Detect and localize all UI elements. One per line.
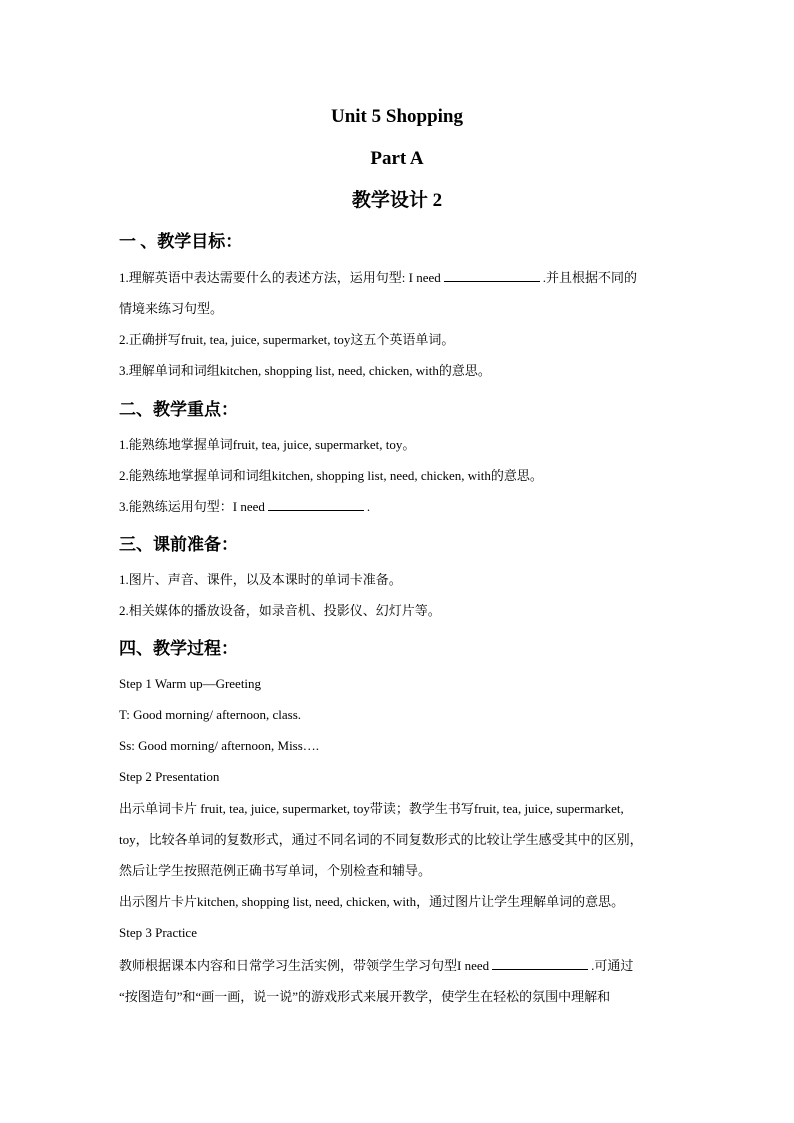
section-heading-key-points: 二、教学重点：	[119, 400, 238, 419]
objective-line-3: 3.理解单词和词组kitchen, shopping list, need, chicken, with的意思。	[119, 363, 491, 378]
objective-line-2: 2.正确拼写fruit, tea, juice, supermarket, toy这五个英语单词。	[119, 332, 455, 347]
key-point-3	[119, 498, 679, 516]
objective-1-text-end: .并且根据不同的	[542, 270, 637, 285]
presentation-line-1: 出示单词卡片 fruit, tea, juice, supermarket, toy带读；教学生书写fruit, tea, juice, supermarket,	[119, 801, 624, 816]
presentation-line-4: 出示图片卡片kitchen, shopping list, need, chicken, with，通过图片让学生理解单词的意思。	[119, 894, 625, 909]
practice-line-1-text: 教师根据课本内容和日常学习生活实例，带领学生学习句型I need	[119, 958, 490, 973]
section-heading-process: 四、教学过程：	[119, 639, 238, 658]
key-point-3-text: 3.能熟练运用句型：I need	[119, 499, 265, 514]
practice-line-1	[119, 957, 679, 975]
fill-blank	[444, 270, 540, 282]
preparation-1: 1.图片、声音、课件，以及本课时的单词卡准备。	[119, 572, 402, 587]
key-point-1: 1.能熟练地掌握单词fruit, tea, juice, supermarket, toy。	[119, 437, 416, 452]
step-2-title: Step 2 Presentation	[119, 769, 220, 784]
objective-line-1	[119, 269, 679, 287]
teacher-line: T: Good morning/ afternoon, class.	[119, 707, 302, 722]
section-heading-objectives: 一 、教学目标：	[119, 232, 243, 251]
key-point-2: 2.能熟练地掌握单词和词组kitchen, shopping list, need, chicken, with的意思。	[119, 468, 543, 483]
fill-blank	[492, 958, 588, 970]
step-3-title: Step 3 Practice	[119, 925, 197, 940]
students-line: Ss: Good morning/ afternoon, Miss….	[119, 738, 320, 753]
doc-design-title: 教学设计 2	[351, 190, 443, 211]
doc-title: Unit 5 Shopping	[330, 106, 463, 127]
practice-line-2: “按图造句”和“画一画，说一说”的游戏形式来展开教学，使学生在轻松的氛围中理解和	[119, 989, 611, 1004]
presentation-line-2: toy，比较各单词的复数形式，通过不同名词的不同复数形式的比较让学生感受其中的区别，	[119, 832, 643, 847]
doc-subtitle: Part A	[370, 148, 424, 169]
practice-line-1-text-end: .可通过	[591, 958, 634, 973]
step-1-title: Step 1 Warm up—Greeting	[119, 676, 262, 691]
key-point-3-text-end: .	[366, 499, 371, 514]
objective-1-text: 1.理解英语中表达需要什么的表述方法，运用句型: I need	[119, 270, 441, 285]
section-heading-preparation: 三、课前准备：	[119, 535, 238, 554]
objective-line-1-cont: 情境来练习句型。	[119, 301, 224, 316]
presentation-line-3: 然后让学生按照范例正确书写单词，个别检查和辅导。	[119, 863, 432, 878]
fill-blank	[268, 499, 364, 511]
preparation-2: 2.相关媒体的播放设备，如录音机、投影仪、幻灯片等。	[119, 603, 441, 618]
